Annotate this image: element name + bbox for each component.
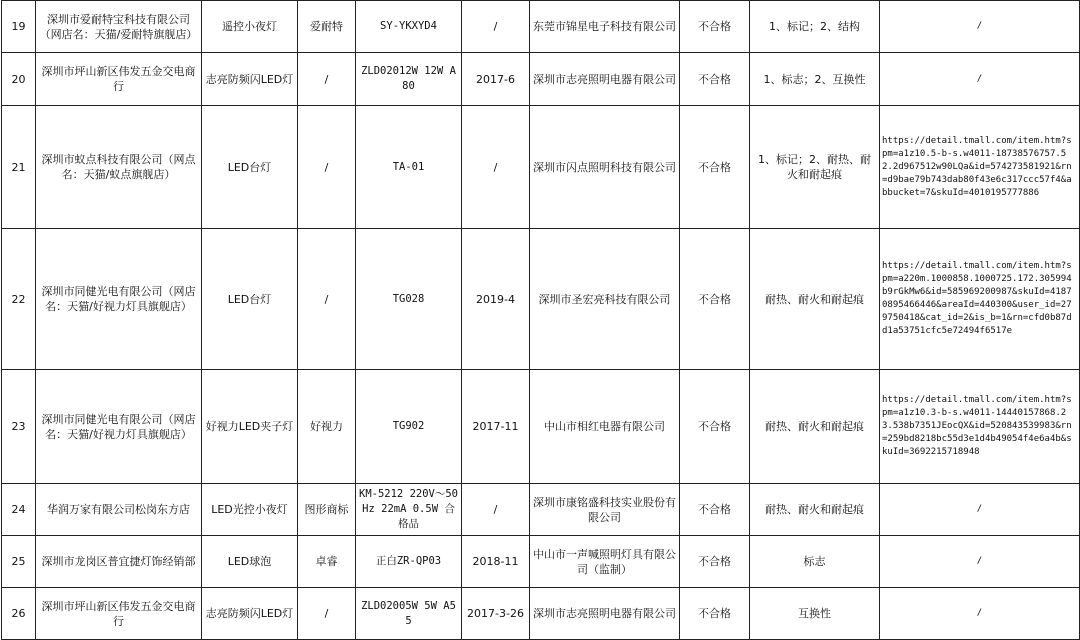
manufacturer-cell: 深圳市志亮照明电器有限公司	[530, 53, 680, 106]
product-name-cell: LED球泡	[202, 536, 298, 588]
product-link-cell: https://detail.tmall.com/item.htm?spm=a1z10.3-b-s.w4011-14440157868.23.538b7351JEocQX&id=520843539983&rn=259bd8218bc55d3e1d4b49054f4e6a4b&skuId=3692215718948	[880, 370, 1080, 484]
row-number-cell: 24	[2, 484, 36, 536]
manufacturer-cell: 深圳市闪点照明科技有限公司	[530, 106, 680, 229]
product-link-cell: /	[880, 484, 1080, 536]
production-date-cell: 2018-11	[462, 536, 530, 588]
row-number-cell: 23	[2, 370, 36, 484]
seller-cell: 深圳市同健光电有限公司（网店名：天猫/好视力灯具旗舰店）	[36, 229, 202, 370]
manufacturer-cell: 东莞市锦星电子科技有限公司	[530, 1, 680, 53]
failed-items-cell: 耐热、耐火和耐起痕	[750, 484, 880, 536]
table-row	[2, 588, 1080, 640]
row-number-cell: 22	[2, 229, 36, 370]
failed-items-cell: 标志	[750, 536, 880, 588]
seller-cell: 深圳市坪山新区伟发五金交电商行	[36, 588, 202, 640]
manufacturer-cell: 中山市相红电器有限公司	[530, 370, 680, 484]
failed-items-cell: 耐热、耐火和耐起痕	[750, 370, 880, 484]
product-link-cell: https://detail.tmall.com/item.htm?spm=a1z10.5-b-s.w4011-18738576757.52.2d967512w90LQa&id=574273581921&rn=d9bae79b743dab80f43e6c317ccc57f4&abbucket=7&skuId=4010195777886	[880, 106, 1080, 229]
brand-cell: /	[298, 106, 356, 229]
seller-cell: 深圳市龙岗区普宜捷灯饰经销部	[36, 536, 202, 588]
failed-items-cell: 耐热、耐火和耐起痕	[750, 229, 880, 370]
row-number-cell: 25	[2, 536, 36, 588]
product-link-cell: /	[880, 1, 1080, 53]
product-link-cell: /	[880, 53, 1080, 106]
model-spec-cell: ZLD02005W 5W A55	[356, 588, 462, 640]
result-cell: 不合格	[680, 1, 750, 53]
brand-cell: 好视力	[298, 370, 356, 484]
product-name-cell: 志亮防频闪LED灯	[202, 588, 298, 640]
model-spec-cell: SY-YKXYD4	[356, 1, 462, 53]
result-cell: 不合格	[680, 588, 750, 640]
seller-cell: 深圳市爱耐特宝科技有限公司（网店名：天猫/爱耐特旗舰店）	[36, 1, 202, 53]
row-number-cell: 19	[2, 1, 36, 53]
production-date-cell: /	[462, 484, 530, 536]
failed-items-cell: 1、标记；2、结构	[750, 1, 880, 53]
seller-cell: 深圳市蚁点科技有限公司（网点名：天猫/蚁点旗舰店）	[36, 106, 202, 229]
failed-items-cell: 互换性	[750, 588, 880, 640]
table-row	[2, 1, 1080, 53]
production-date-cell: 2017-3-26	[462, 588, 530, 640]
table-row	[2, 106, 1080, 229]
manufacturer-cell: 深圳市康铭盛科技实业股份有限公司	[530, 484, 680, 536]
production-date-cell: 2017-6	[462, 53, 530, 106]
result-cell: 不合格	[680, 53, 750, 106]
table-row	[2, 484, 1080, 536]
brand-cell: 卓睿	[298, 536, 356, 588]
brand-cell: 爱耐特	[298, 1, 356, 53]
seller-cell: 深圳市坪山新区伟发五金交电商行	[36, 53, 202, 106]
seller-cell: 深圳市同健光电有限公司（网店名：天猫/好视力灯具旗舰店）	[36, 370, 202, 484]
product-link-cell: /	[880, 588, 1080, 640]
product-name-cell: 遥控小夜灯	[202, 1, 298, 53]
brand-cell: 图形商标	[298, 484, 356, 536]
table-body	[2, 1, 1080, 640]
result-cell: 不合格	[680, 229, 750, 370]
table-row	[2, 536, 1080, 588]
manufacturer-cell: 中山市一声喊照明灯具有限公司（监制）	[530, 536, 680, 588]
table-row	[2, 370, 1080, 484]
result-cell: 不合格	[680, 370, 750, 484]
table-row	[2, 229, 1080, 370]
product-link-cell: https://detail.tmall.com/item.htm?spm=a220m.1000858.1000725.172.305994b9rGkMw6&id=585969200987&skuId=41870895466446&areaId=440300&user_id=279750418&cat_id=2&is_b=1&rn=cfd0b87dd1a53751cfc5e72494f6517e	[880, 229, 1080, 370]
row-number-cell: 20	[2, 53, 36, 106]
product-link-cell: /	[880, 536, 1080, 588]
row-number-cell: 26	[2, 588, 36, 640]
model-spec-cell: 正白ZR-QP03	[356, 536, 462, 588]
production-date-cell: /	[462, 106, 530, 229]
table-row	[2, 53, 1080, 106]
model-spec-cell: TG028	[356, 229, 462, 370]
model-spec-cell: ZLD02012W 12W A80	[356, 53, 462, 106]
failed-items-cell: 1、标记；2、耐热、耐火和耐起痕	[750, 106, 880, 229]
product-name-cell: 好视力LED夹子灯	[202, 370, 298, 484]
result-cell: 不合格	[680, 106, 750, 229]
brand-cell: /	[298, 588, 356, 640]
result-cell: 不合格	[680, 536, 750, 588]
brand-cell: /	[298, 53, 356, 106]
manufacturer-cell: 深圳市圣宏亮科技有限公司	[530, 229, 680, 370]
result-cell: 不合格	[680, 484, 750, 536]
model-spec-cell: TA-01	[356, 106, 462, 229]
model-spec-cell: KM-5212 220V～50Hz 22mA 0.5W 合格品	[356, 484, 462, 536]
product-name-cell: LED台灯	[202, 229, 298, 370]
inspection-results-table	[1, 0, 1080, 640]
production-date-cell: /	[462, 1, 530, 53]
manufacturer-cell: 深圳市志亮照明电器有限公司	[530, 588, 680, 640]
row-number-cell: 21	[2, 106, 36, 229]
product-name-cell: LED台灯	[202, 106, 298, 229]
production-date-cell: 2017-11	[462, 370, 530, 484]
product-name-cell: LED光控小夜灯	[202, 484, 298, 536]
product-name-cell: 志亮防频闪LED灯	[202, 53, 298, 106]
seller-cell: 华润万家有限公司松岗东方店	[36, 484, 202, 536]
production-date-cell: 2019-4	[462, 229, 530, 370]
brand-cell: /	[298, 229, 356, 370]
failed-items-cell: 1、标志；2、互换性	[750, 53, 880, 106]
model-spec-cell: TG902	[356, 370, 462, 484]
